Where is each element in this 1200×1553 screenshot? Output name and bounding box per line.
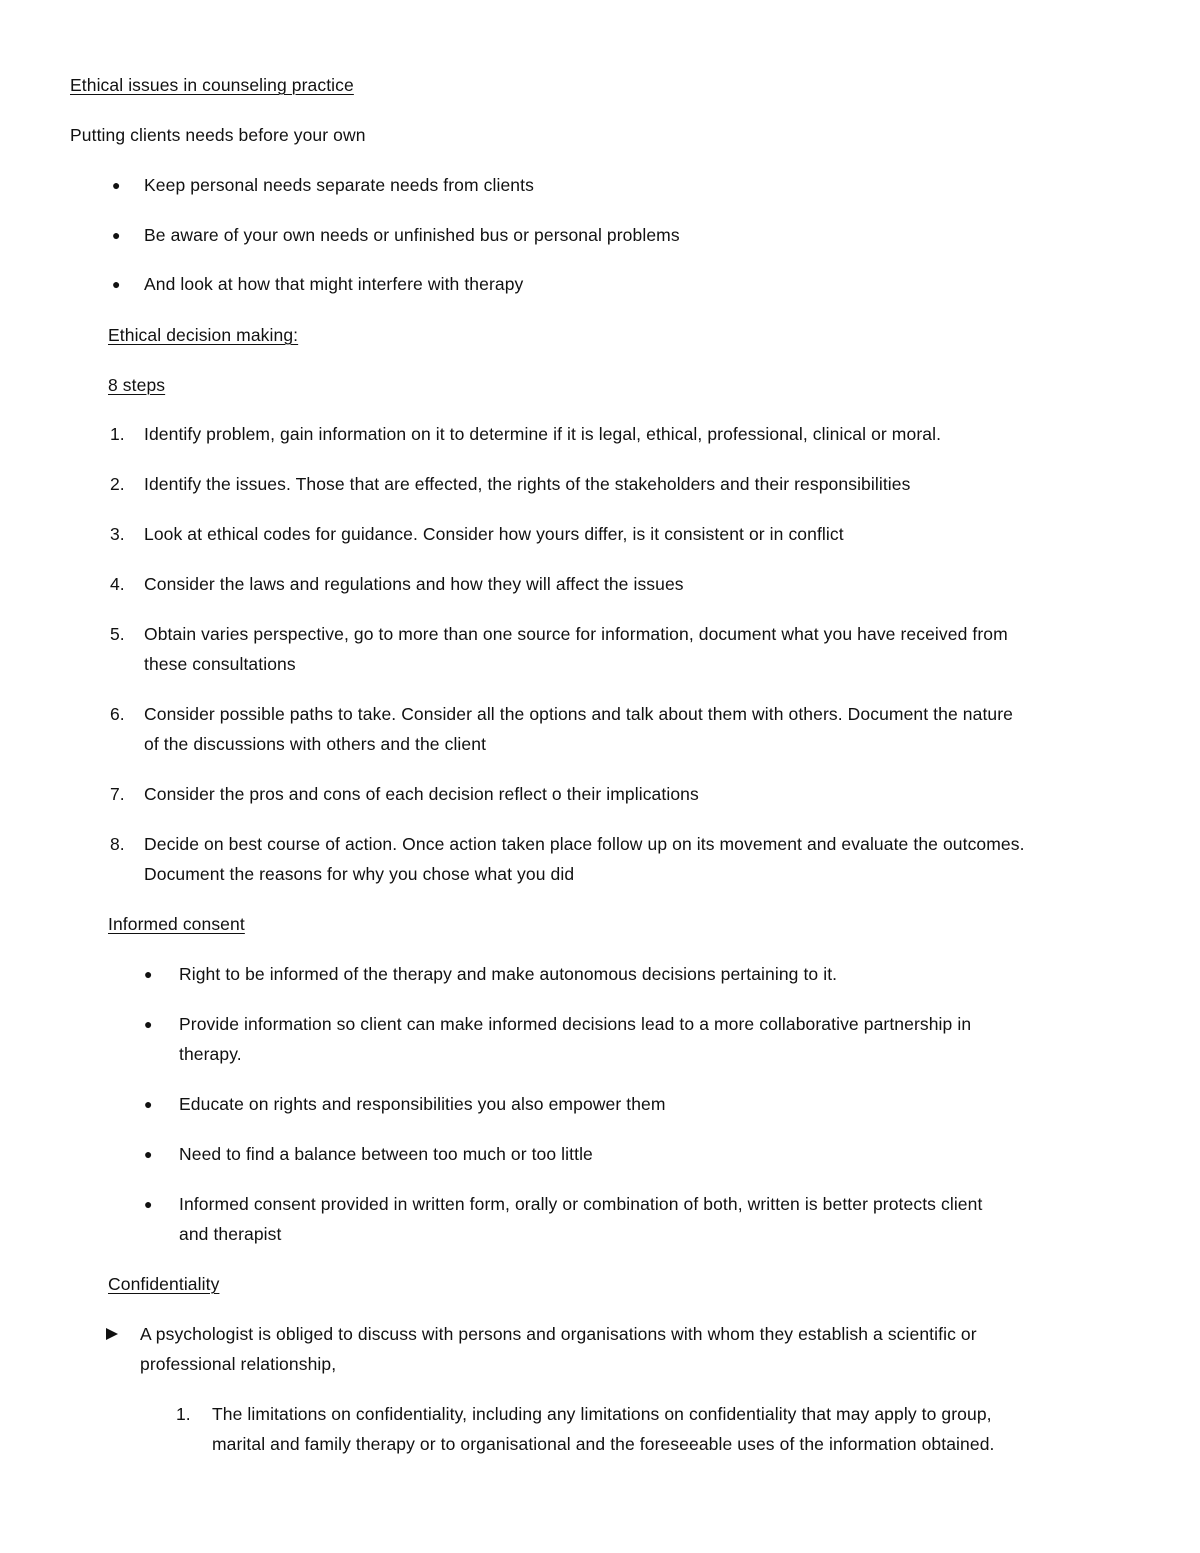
consent-bullet-continued: and therapist: [179, 1224, 282, 1244]
step-text: Identify the issues. Those that are effected, the rights of the stakeholders and their responsibilities: [144, 474, 911, 494]
step-number: 2.: [110, 474, 125, 494]
consent-bullet-item: Need to find a balance between too much or too little: [179, 1144, 593, 1164]
intro-bullet-item: Be aware of your own needs or unfinished bus or personal problems: [144, 225, 680, 245]
step-text: Consider the pros and cons of each decision reflect o their implications: [144, 784, 699, 804]
step-number: 5.: [110, 624, 125, 644]
bullet-dot-icon: ●: [112, 227, 121, 243]
confidentiality-point-continued: professional relationship,: [140, 1354, 337, 1374]
sub-item-text: The limitations on confidentiality, including any limitations on confidentiality that may apply to group,: [212, 1404, 992, 1424]
consent-bullet-continued: therapy.: [179, 1044, 242, 1064]
sub-item-continued: marital and family therapy or to organisational and the foreseeable uses of the information obtained.: [212, 1434, 995, 1454]
confidentiality-heading: Confidentiality: [108, 1274, 220, 1294]
intro-bullet-item: And look at how that might interfere with therapy: [144, 274, 524, 294]
step-text: Look at ethical codes for guidance. Consider how yours differ, is it consistent or in conflict: [144, 524, 844, 544]
bullet-dot-icon: ●: [144, 1016, 153, 1032]
bullet-dot-icon: ●: [144, 1146, 153, 1162]
bullet-dot-icon: ●: [112, 177, 121, 193]
step-number: 8.: [110, 834, 125, 854]
step-number: 3.: [110, 524, 125, 544]
step-text-continued: of the discussions with others and the client: [144, 734, 487, 754]
bullet-dot-icon: ●: [144, 966, 153, 982]
intro-bullet-item: Keep personal needs separate needs from clients: [144, 175, 534, 195]
consent-bullet-item: Informed consent provided in written form, orally or combination of both, written is better protects client: [179, 1194, 983, 1214]
bullet-dot-icon: ●: [112, 276, 121, 292]
intro-text: Putting clients needs before your own: [70, 125, 366, 145]
steps-heading: 8 steps: [108, 375, 166, 395]
arrow-bullet-icon: [106, 1328, 118, 1340]
bullet-dot-icon: ●: [144, 1196, 153, 1212]
step-text: Consider possible paths to take. Consider all the options and talk about them with others. Document the nature: [144, 704, 1013, 724]
step-text: Consider the laws and regulations and how they will affect the issues: [144, 574, 684, 594]
step-number: 4.: [110, 574, 125, 594]
step-text: Decide on best course of action. Once action taken place follow up on its movement and evaluate the outcomes.: [144, 834, 1025, 854]
step-text-continued: Document the reasons for why you chose what you did: [144, 864, 575, 884]
step-number: 1.: [110, 424, 125, 444]
bullet-dot-icon: ●: [144, 1096, 153, 1112]
decision-heading: Ethical decision making:: [108, 325, 299, 345]
consent-bullet-item: Educate on rights and responsibilities you also empower them: [179, 1094, 666, 1114]
step-text-continued: these consultations: [144, 654, 296, 674]
step-number: 7.: [110, 784, 125, 804]
consent-bullet-item: Provide information so client can make informed decisions lead to a more collaborative partnership in: [179, 1014, 972, 1034]
confidentiality-point-text: A psychologist is obliged to discuss with persons and organisations with whom they establish a scientific or: [140, 1324, 977, 1344]
sub-item-number: 1.: [176, 1404, 191, 1424]
consent-heading: Informed consent: [108, 914, 245, 934]
step-text: Obtain varies perspective, go to more than one source for information, document what you have received from: [144, 624, 1008, 644]
step-text: Identify problem, gain information on it to determine if it is legal, ethical, professional, clinical or moral.: [144, 424, 942, 444]
step-number: 6.: [110, 704, 125, 724]
consent-bullet-item: Right to be informed of the therapy and make autonomous decisions pertaining to it.: [179, 964, 838, 984]
document-title: Ethical issues in counseling practice: [70, 75, 354, 95]
